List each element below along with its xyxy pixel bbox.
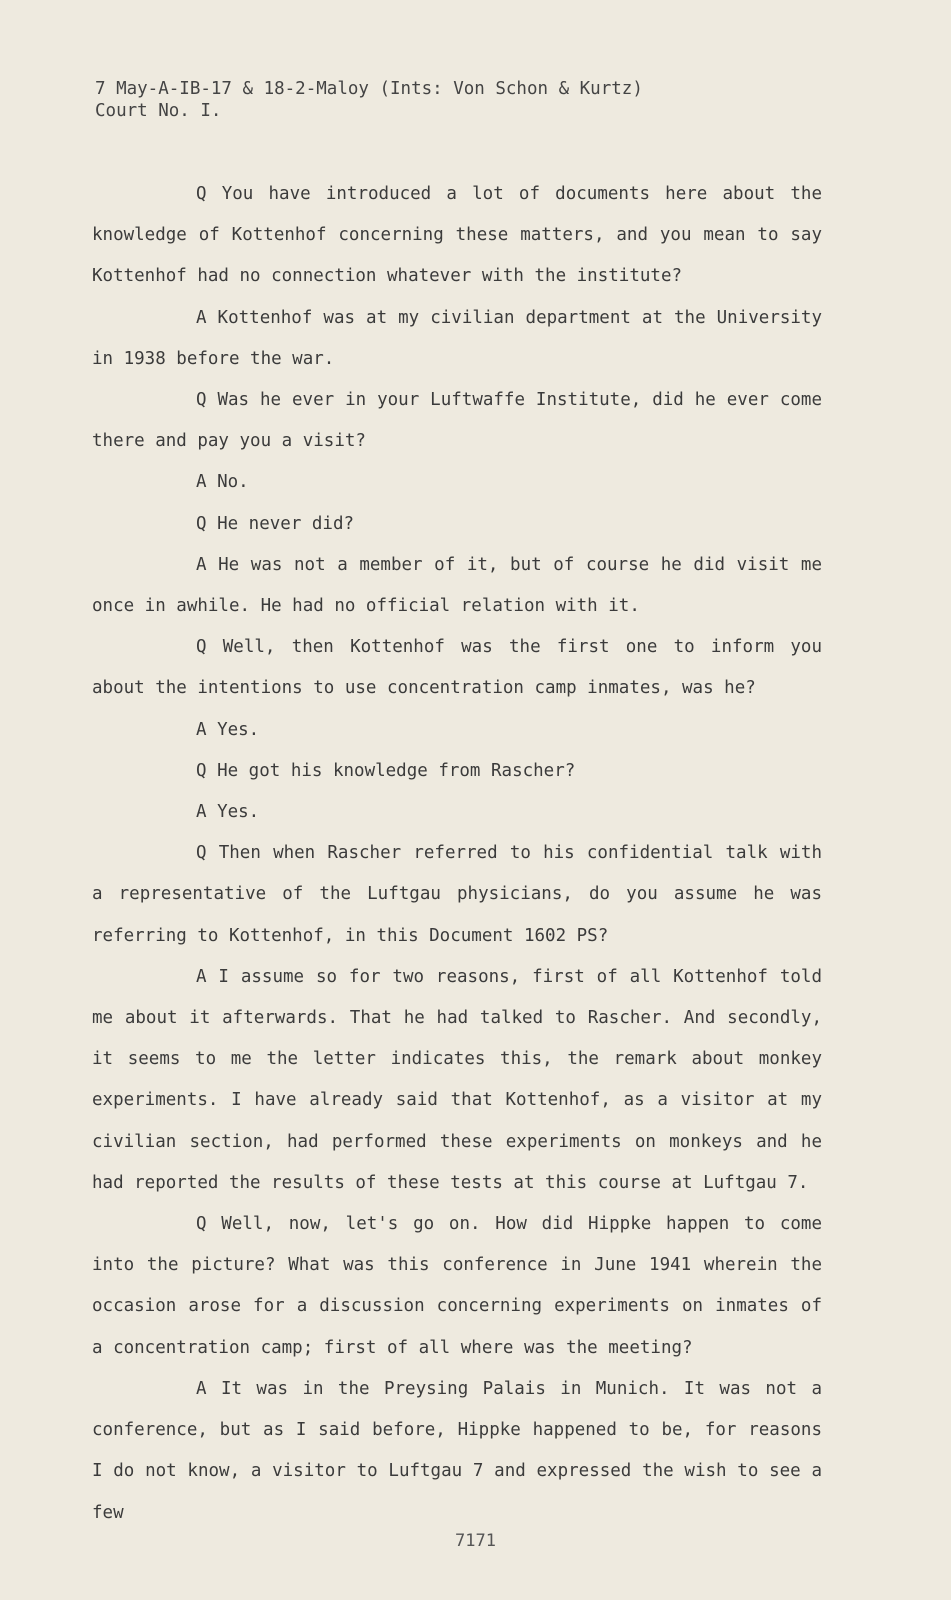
question-3: Q He never did? [196,513,355,534]
question-2: Q Was he ever in your Luftwaffe Institute, did he ever come there and pay you a visit? [92,390,822,452]
answer-4: A Yes. [196,719,260,740]
answer-2: A No. [196,472,249,493]
header [95,78,643,122]
question-4: Q Well, then Kottenhof was the first one to inform you about the intentions to use concentration camp inmates, was he? [92,637,822,699]
question-6: Q Then when Rascher referred to his confidential talk with a representative of the Luftgau physicians, do you assume he was referring to Kottenhof, in this Document 1602 PS? [92,843,822,946]
answer-6: A I assume so for two reasons, first of all Kottenhof told me about it afterwards. That he had talked to Rascher. And secondly, it seems to me the letter indicates this, the remark about monkey experiments. I have already said that Kottenhof, as a visitor at my civilian section, had performed these experiments on monkeys and he had reported the results of these tests at this course at Luftgau 7. [92,966,822,1193]
transcript-body [92,174,822,1534]
question-5: Q He got his knowledge from Rascher? [196,760,576,781]
answer-5: A Yes. [196,802,260,823]
header-line-2: Court No. I. [95,101,222,121]
page-number: 7171 [455,1531,496,1551]
question-1: Q You have introduced a lot of documents here about the knowledge of Kottenhof concerning these matters, and you mean to say Kottenhof had no connection whatever with the institute? [92,184,822,287]
answer-7: A It was in the Preysing Palais in Munich. It was not a conference, but as I said before, Hippke happened to be, for reasons I do not know, a visitor to Luftgau 7 and expressed the wish to see a few [92,1378,822,1523]
answer-1: A Kottenhof was at my civilian department at the University in 1938 before the war. [92,307,822,369]
answer-3: A He was not a member of it, but of course he did visit me once in awhile. He had no official relation with it. [92,554,822,617]
question-7: Q Well, now, let's go on. How did Hippke happen to come into the picture? What was this conference in June 1941 wherein the occasion arose for a discussion concerning experiments on inmates of a concentration camp; first of all where was the meeting? [92,1214,822,1358]
header-line-1: 7 May-A-IB-17 & 18-2-Maloy (Ints: Von Schon & Kurtz) [95,79,643,99]
